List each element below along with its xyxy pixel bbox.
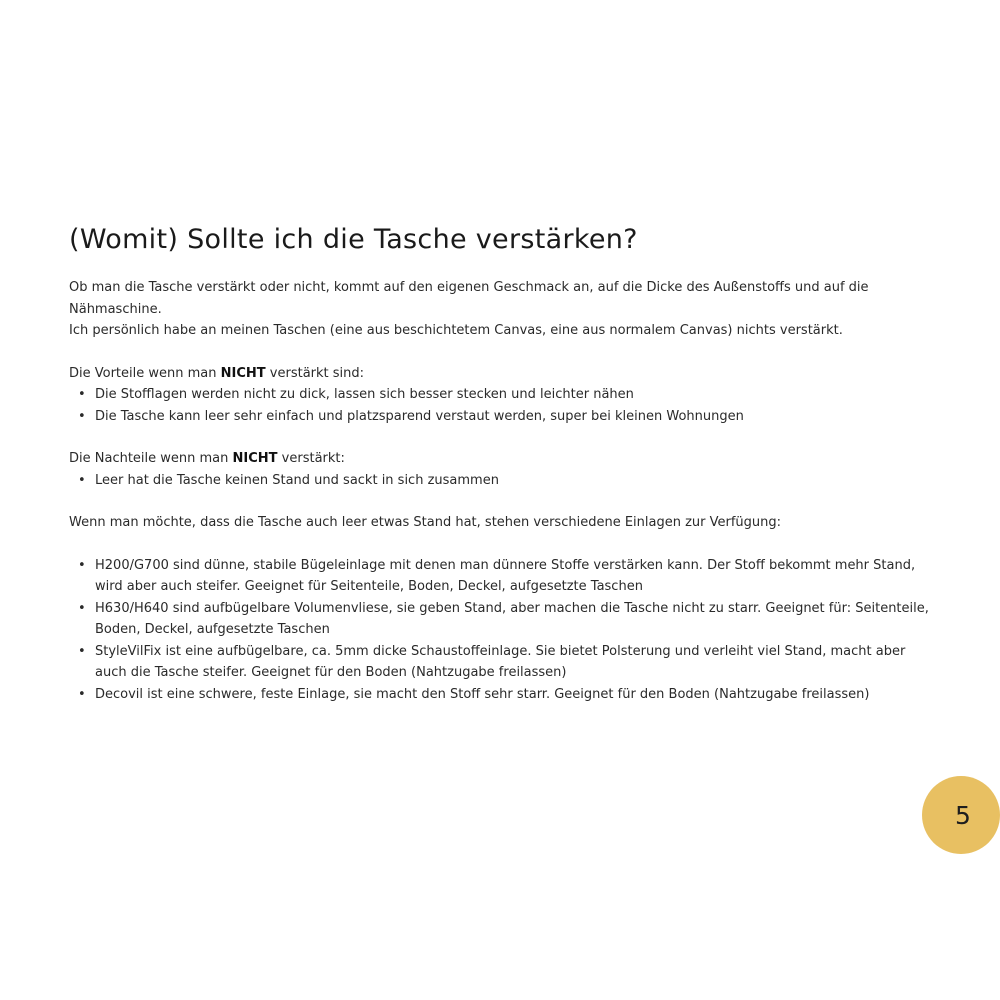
spacer [69, 491, 939, 512]
list-item: • H200/G700 sind dünne, stabile Bügeleinlage mit denen man dünnere Stoffe verstärken kann. Der Stoff bekommt mehr Stand, wird aber auch steifer. Geeignet für Seitenteile, Boden, Deckel, aufgesetzte Taschen [69, 555, 939, 598]
spacer [69, 427, 939, 448]
options-list [69, 555, 939, 706]
spacer [69, 534, 939, 555]
intro-paragraph-1: Ob man die Tasche verstärkt oder nicht, kommt auf den eigenen Geschmack an, auf die Dicke des Außenstoffs und auf die Nähmaschine. [69, 280, 869, 317]
disadvantages-list [69, 470, 939, 492]
list-item: • StyleVilFix ist eine aufbügelbare, ca. 5mm dicke Schaustoffeinlage. Sie bietet Polsterung und verleiht viel Stand, macht aber auch die Tasche steifer. Geeignet für den Boden (Nahtzugabe freilassen) [69, 641, 939, 684]
advantages-list [69, 384, 939, 427]
advantages-lead-text: Die Vorteile wenn man [69, 365, 221, 381]
spacer [69, 342, 939, 363]
list-item: • Die Stofflagen werden nicht zu dick, lassen sich besser stecken und leichter nähen [69, 384, 939, 406]
list-item: • Leer hat die Tasche keinen Stand und sackt in sich zusammen [69, 470, 939, 492]
advantages-lead-emphasis: NICHT [220, 365, 266, 381]
advantages-lead-text-end: verstärkt sind: [265, 365, 365, 381]
page-title: (Womit) Sollte ich die Tasche verstärken? [69, 224, 638, 255]
page-number: 5 [955, 800, 971, 830]
options-intro: Wenn man möchte, dass die Tasche auch leer etwas Stand hat, stehen verschiedene Einlagen zur Verfügung: [69, 515, 782, 530]
list-item: • Die Tasche kann leer sehr einfach und platzsparend verstaut werden, super bei kleinen Wohnungen [69, 406, 939, 428]
page-number-badge [922, 776, 1000, 854]
document-body [69, 222, 939, 705]
list-item: • H630/H640 sind aufbügelbare Volumenvliese, sie geben Stand, aber machen die Tasche nicht zu starr. Geeignet für: Seitenteile, Boden, Deckel, aufgesetzte Taschen [69, 598, 939, 641]
disadvantages-lead-text-end: verstärkt: [277, 451, 345, 466]
intro-paragraph-2: Ich persönlich habe an meinen Taschen (eine aus beschichtetem Canvas, eine aus normalem Canvas) nichts verstärkt. [69, 323, 843, 338]
list-item: • Decovil ist eine schwere, feste Einlage, sie macht den Stoff sehr starr. Geeignet für den Boden (Nahtzugabe freilassen) [69, 684, 939, 706]
disadvantages-lead [69, 448, 939, 470]
disadvantages-lead-text: Die Nachteile wenn man [69, 451, 233, 466]
advantages-lead [69, 363, 939, 385]
disadvantages-lead-emphasis: NICHT [232, 451, 278, 466]
